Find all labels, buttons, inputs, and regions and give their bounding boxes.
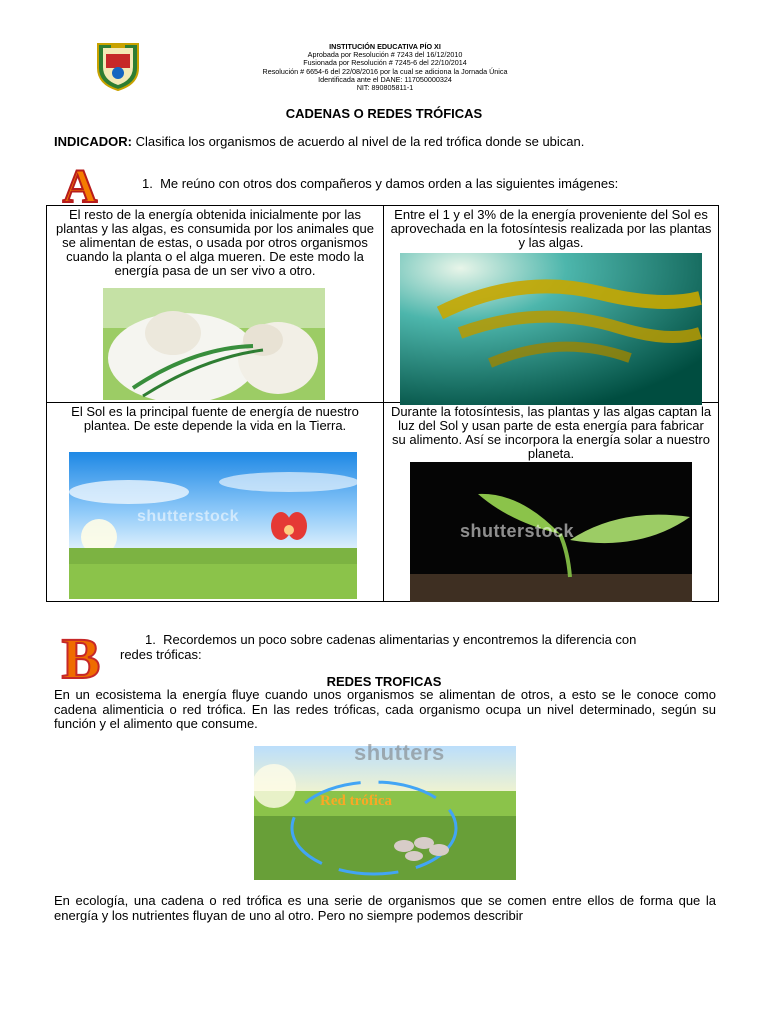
plant-sprout-image (410, 462, 692, 602)
school-header (180, 43, 590, 92)
cell-text: El resto de la energía obtenida inicialmente por las plantas y las algas, es consumida por los animales que se alimentan de estas, o usada por otros organismos cuando la planta o el alga mueren. De este modo la energía pasa de un ser vivo a otro. (56, 207, 374, 278)
paragraph: En un ecosistema la energía fluye cuando unos organismos se alimentan de otros, a esto se le conoce como cadena alimenticia o red trófica. En las redes tróficas, cada organismo ocupa un nivel determinado, según su función y el alimento que consume. (54, 687, 716, 731)
watermark: shutters (354, 740, 445, 765)
table-cell (384, 206, 719, 403)
letter-b: B (61, 626, 101, 684)
cell-text: Entre el 1 y el 3% de la energía proveniente del Sol es aprovechada en la fotosíntesis realizada por las plantas y las algas. (390, 207, 712, 250)
cell-text: El Sol es la principal fuente de energía de nuestro plantea. De este depende la vida en la Tierra. (71, 404, 359, 433)
cell-text: Durante la fotosíntesis, las plantas y las algas captan la luz del Sol y usan parte de esta energía para fabricar su alimento. Así se incorpora la energía solar a nuestro planeta. (390, 404, 712, 461)
indicator-text: Clasifica los organismos de acuerdo al nivel de la red trófica donde se ubican. (132, 134, 585, 149)
table-cell (47, 403, 384, 602)
step-a (142, 176, 618, 191)
step-number: 1. (145, 632, 156, 647)
letter-a-graphic (53, 162, 105, 206)
step-b (145, 632, 636, 647)
sky-meadow-image (69, 452, 357, 599)
table-cell (384, 403, 719, 602)
section-subtitle: REDES TROFICAS (326, 674, 442, 689)
letter-a: A (62, 162, 98, 206)
image-order-table (46, 205, 719, 602)
header-line: Identificada ante el DANE: 117050000324 (318, 74, 452, 84)
header-line: Resolución # 6654-6 del 22/08/2016 por la cual se adiciona la Jornada Única (262, 66, 508, 76)
step-instruction-cont: redes tróficas: (120, 647, 202, 662)
watermark: shutterstock (460, 521, 575, 541)
school-crest-logo (95, 40, 141, 92)
watermark: shutterstock (137, 508, 240, 525)
step-instruction: Recordemos un poco sobre cadenas alimentarias y encontremos la diferencia con (163, 632, 637, 647)
step-instruction: Me reúno con otros dos compañeros y damos orden a las siguientes imágenes: (160, 176, 619, 191)
paragraph: En ecología, una cadena o red trófica es una serie de organismos que se comen entre ellos de forma que la energía y los nutrientes fluyan de uno al otro. Pero no siempre podemos describir (54, 893, 716, 923)
institution-name: INSTITUCIÓN EDUCATIVA PÍO XI (329, 42, 441, 51)
indicator-label: INDICADOR: (54, 134, 132, 149)
table-cell (47, 206, 384, 403)
header-line: NIT: 890805811-1 (356, 83, 414, 93)
header-line: Fusionada por Resolución # 7245-6 del 22/10/2014 (303, 58, 467, 68)
page-title: CADENAS O REDES TRÓFICAS (285, 106, 483, 121)
header-line: Aprobada por Resolución # 7243 del 16/12/2010 (307, 50, 463, 60)
underwater-kelp-image (400, 253, 702, 405)
sheep-eating-grass-image (103, 288, 325, 400)
step-number: 1. (142, 176, 153, 191)
food-web-image (254, 740, 516, 880)
image-label: Red trófica (320, 793, 393, 809)
indicator (54, 134, 584, 149)
